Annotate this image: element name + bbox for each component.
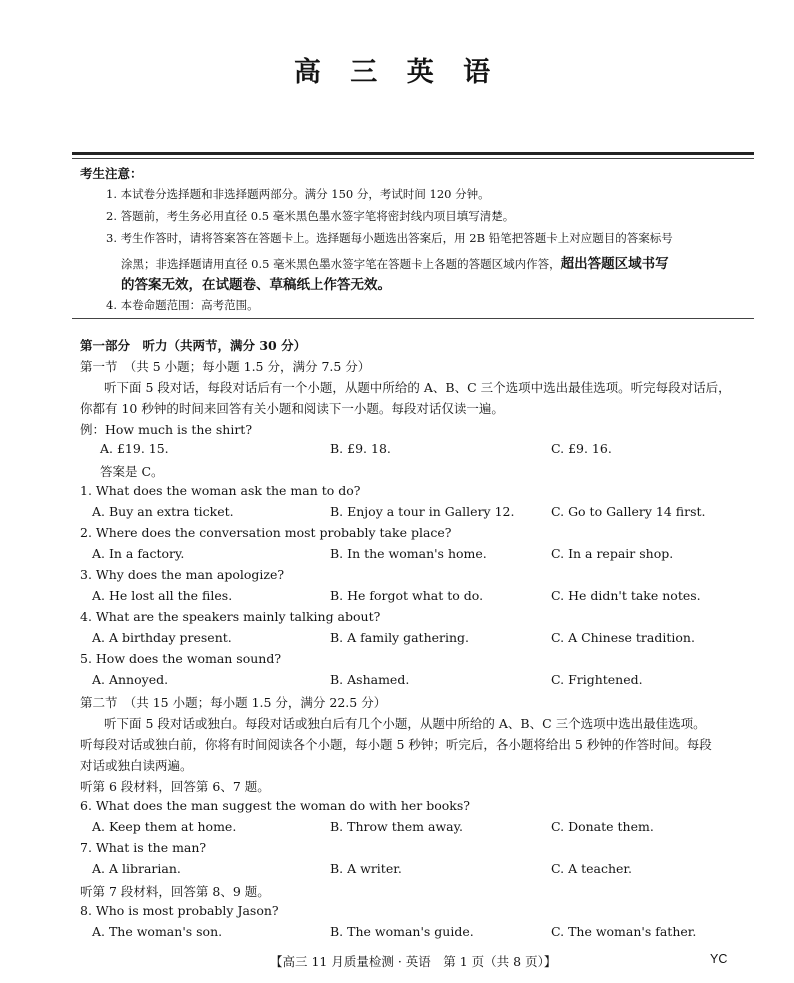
question-1-option-b: B. Enjoy a tour in Gallery 12. bbox=[330, 504, 515, 519]
question-7-option-b: B. A writer. bbox=[330, 861, 402, 876]
question-1-option-a: A. Buy an extra ticket. bbox=[92, 504, 234, 519]
section1-heading: 第一节 （共 5 小题；每小题 1.5 分，满分 7.5 分） bbox=[80, 359, 371, 374]
notice-item-1: 1. 本试卷分选择题和非选择题两部分。满分 150 分，考试时间 120 分钟。 bbox=[106, 187, 490, 201]
example-answer: 答案是 C。 bbox=[100, 464, 164, 479]
section2-heading: 第二节 （共 15 小题；每小题 1.5 分，满分 22.5 分） bbox=[80, 695, 387, 710]
top-divider-thin bbox=[72, 158, 754, 159]
notice-item-3-line1: 3. 考生作答时，请将答案答在答题卡上。选择题每小题选出答案后，用 2B 铅笔把答题卡上对应题目的答案标号 bbox=[106, 231, 673, 245]
question-3: 3. Why does the man apologize? bbox=[80, 567, 285, 582]
question-8-option-b: B. The woman's guide. bbox=[330, 924, 474, 939]
page-footer: 【高三 11 月质量检测 · 英语 第 1 页（共 8 页）】 bbox=[270, 954, 557, 969]
question-7-option-c: C. A teacher. bbox=[551, 861, 632, 876]
question-4-option-c: C. A Chinese tradition. bbox=[551, 630, 695, 645]
section1-instruction-1: 听下面 5 段对话，每段对话后有一个小题，从题中所给的 A、B、C 三个选项中选出最佳选项。听完每段对话后， bbox=[104, 380, 731, 395]
top-divider bbox=[72, 152, 754, 155]
notice-item-4: 4. 本卷命题范围：高考范围。 bbox=[106, 298, 259, 312]
example-question: 例：How much is the shirt? bbox=[80, 422, 253, 437]
notice-heading: 考生注意： bbox=[80, 166, 143, 181]
question-1: 1. What does the woman ask the man to do? bbox=[80, 483, 361, 498]
question-8: 8. Who is most probably Jason? bbox=[80, 903, 279, 918]
footer-code: YC bbox=[710, 952, 728, 966]
notice-item-3-line2 bbox=[121, 252, 669, 272]
page-title: 高 三 英 语 bbox=[293, 57, 501, 88]
question-2: 2. Where does the conversation most probably take place? bbox=[80, 525, 452, 540]
question-6: 6. What does the man suggest the woman do with her books? bbox=[80, 798, 470, 813]
example-option-c: C. £9. 16. bbox=[551, 441, 612, 456]
part1-heading: 第一部分 听力（共两节，满分 30 分） bbox=[80, 338, 307, 353]
question-8-option-a: A. The woman's son. bbox=[92, 924, 223, 939]
question-5-option-a: A. Annoyed. bbox=[92, 672, 169, 687]
question-5-option-b: B. Ashamed. bbox=[330, 672, 410, 687]
question-3-option-a: A. He lost all the files. bbox=[92, 588, 233, 603]
example-option-a: A. £19. 15. bbox=[100, 441, 169, 456]
question-5-option-c: C. Frightened. bbox=[551, 672, 643, 687]
material-6-heading: 听第 6 段材料，回答第 6、7 题。 bbox=[80, 779, 270, 794]
question-3-option-c: C. He didn't take notes. bbox=[551, 588, 701, 603]
question-7-option-a: A. A librarian. bbox=[92, 861, 181, 876]
question-6-option-a: A. Keep them at home. bbox=[92, 819, 237, 834]
question-4-option-a: A. A birthday present. bbox=[92, 630, 232, 645]
section2-instruction-2: 听每段对话或独白前，你将有时间阅读各个小题，每小题 5 秒钟；听完后，各小题将给出 5 秒钟的作答时间。每段 bbox=[80, 737, 712, 752]
question-4-option-b: B. A family gathering. bbox=[330, 630, 470, 645]
question-6-option-b: B. Throw them away. bbox=[330, 819, 463, 834]
question-7: 7. What is the man? bbox=[80, 840, 207, 855]
question-2-option-c: C. In a repair shop. bbox=[551, 546, 674, 561]
notice-item-3-text: 涂黑；非选择题请用直径 0.5 毫米黑色墨水签字笔在答题卡上各题的答题区域内作答， bbox=[121, 257, 561, 271]
question-5: 5. How does the woman sound? bbox=[80, 651, 282, 666]
question-2-option-b: B. In the woman's home. bbox=[330, 546, 487, 561]
notice-item-2: 2. 答题前，考生务必用直径 0.5 毫米黑色墨水签字笔将密封线内项目填写清楚。 bbox=[106, 209, 515, 223]
question-2-option-a: A. In a factory. bbox=[92, 546, 185, 561]
question-4: 4. What are the speakers mainly talking about? bbox=[80, 609, 381, 624]
notice-item-3-line3: 的答案无效，在试题卷、草稿纸上作答无效。 bbox=[121, 277, 391, 293]
question-8-option-c: C. The woman's father. bbox=[551, 924, 697, 939]
example-option-b: B. £9. 18. bbox=[330, 441, 391, 456]
question-3-option-b: B. He forgot what to do. bbox=[330, 588, 484, 603]
material-7-heading: 听第 7 段材料，回答第 8、9 题。 bbox=[80, 884, 270, 899]
section1-instruction-2: 你都有 10 秒钟的时间来回答有关小题和阅读下一小题。每段对话仅读一遍。 bbox=[80, 401, 504, 416]
question-1-option-c: C. Go to Gallery 14 first. bbox=[551, 504, 706, 519]
section2-instruction-3: 对话或独白读两遍。 bbox=[80, 758, 193, 773]
section2-instruction-1: 听下面 5 段对话或独白。每段对话或独白后有几个小题，从题中所给的 A、B、C 三个选项中选出最佳选项。 bbox=[104, 716, 706, 731]
notice-item-3-bold: 超出答题区域书写 bbox=[560, 256, 669, 272]
notice-divider bbox=[72, 318, 754, 319]
question-6-option-c: C. Donate them. bbox=[551, 819, 654, 834]
